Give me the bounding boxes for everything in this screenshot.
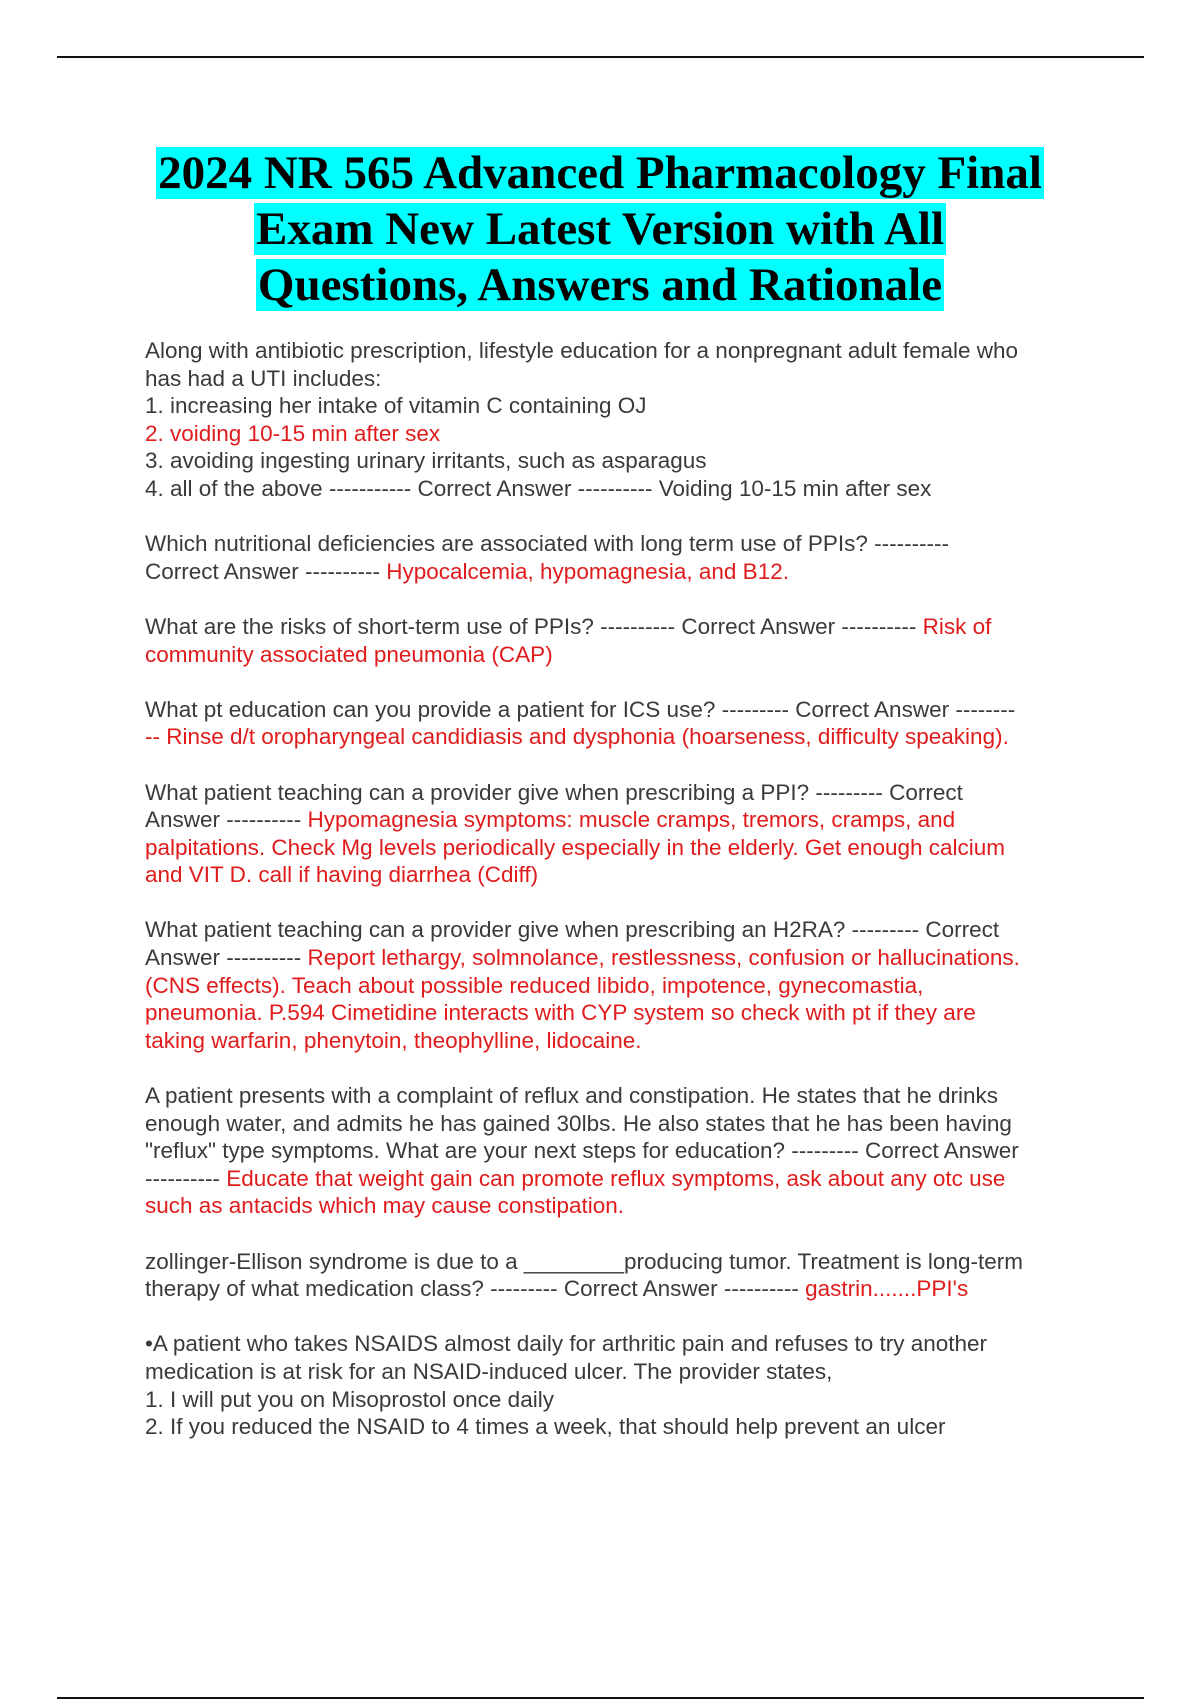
- q6-answer: Report lethargy, solmnolance, restlessness, confusion or hallucinations.: [307, 945, 1020, 971]
- document-body: [145, 337, 1090, 1468]
- q7-answer-prefix: ----------: [145, 1165, 227, 1191]
- title-line-2: Exam New Latest Version with All: [255, 203, 945, 255]
- q1-line-2: has had a UTI includes:: [145, 365, 382, 391]
- q3-answer-cont: community associated pneumonia (CAP): [145, 641, 553, 667]
- q8-line-1: zollinger-Ellison syndrome is due to a ________producing tumor. Treatment is long-term: [145, 1248, 1023, 1274]
- q8-question-cont: therapy of what medication class? --------- Correct Answer ----------: [145, 1276, 806, 1302]
- q9-option-2: 2. If you reduced the NSAID to 4 times a week, that should help prevent an ulcer: [145, 1414, 946, 1440]
- q2-answer-prefix: Correct Answer ----------: [145, 558, 387, 584]
- q2-line-1: Which nutritional deficiencies are associated with long term use of PPIs? ----------: [145, 531, 950, 557]
- q5-answer-prefix: Answer ----------: [145, 807, 308, 833]
- q6-answer-line-5: taking warfarin, phenytoin, theophylline, lidocaine.: [145, 1027, 642, 1053]
- question-3: [145, 613, 1090, 668]
- q3-answer-start: Risk of: [922, 613, 992, 639]
- q5-line-1: What patient teaching can a provider give when prescribing a PPI? --------- Correct: [145, 779, 963, 805]
- q2-line-2: [145, 558, 1090, 586]
- q5-line-2: [145, 806, 1090, 834]
- q7-line-4: [145, 1165, 1090, 1193]
- q5-answer: Hypomagnesia symptoms: muscle cramps, tremors, cramps, and: [307, 807, 956, 833]
- q7-line-2: enough water, and admits he has gained 30lbs. He also states that he has been having: [145, 1110, 1012, 1136]
- q7-line-3: "reflux" type symptoms. What are your next steps for education? --------- Correct Answer: [145, 1138, 1019, 1164]
- top-rule: [57, 56, 1144, 58]
- document-title: [0, 145, 1200, 313]
- q7-line-1: A patient presents with a complaint of reflux and constipation. He states that he drinks: [145, 1083, 998, 1109]
- q4-line-1: What pt education can you provide a patient for ICS use? --------- Correct Answer --------: [145, 696, 1016, 722]
- q1-option-3: 3. avoiding ingesting urinary irritants, such as asparagus: [145, 448, 707, 474]
- q1-line-1: Along with antibiotic prescription, lifestyle education for a nonpregnant adult female who: [145, 338, 1019, 363]
- question-6: [145, 916, 1090, 1054]
- question-9: [145, 1330, 1090, 1440]
- q1-option-2-highlighted: 2. voiding 10-15 min after sex: [145, 420, 441, 446]
- q9-line-2: medication is at risk for an NSAID-induced ulcer. The provider states,: [145, 1358, 833, 1384]
- q7-answer: Educate that weight gain can promote reflux symptoms, ask about any otc use: [226, 1165, 1006, 1191]
- q6-line-2: [145, 944, 1090, 972]
- q3-line-1: [145, 613, 1090, 641]
- q5-answer-line-4: and VIT D. call if having diarrhea (Cdiff): [145, 862, 539, 888]
- question-4: [145, 696, 1090, 751]
- title-line-1: 2024 NR 565 Advanced Pharmacology Final: [158, 147, 1042, 199]
- q6-answer-line-3: (CNS effects). Teach about possible reduced libido, impotence, gynecomastia,: [145, 972, 924, 998]
- q6-answer-line-4: pneumonia. P.594 Cimetidine interacts with CYP system so check with pt if they are: [145, 1000, 976, 1026]
- question-1: [145, 337, 1090, 503]
- q5-answer-line-3: palpitations. Check Mg levels periodically especially in the elderly. Get enough calcium: [145, 834, 1006, 860]
- q4-answer: -- Rinse d/t oropharyngeal candidiasis and dysphonia (hoarseness, difficulty speaking).: [145, 724, 1009, 750]
- bottom-rule: [57, 1697, 1144, 1699]
- question-8: [145, 1248, 1090, 1303]
- question-2: [145, 530, 1090, 585]
- q1-option-4-answer: 4. all of the above ----------- Correct Answer ---------- Voiding 10-15 min after sex: [145, 475, 932, 501]
- q8-answer: gastrin.......PPI's: [805, 1276, 969, 1302]
- title-line-3: Questions, Answers and Rationale: [257, 259, 943, 311]
- q6-answer-prefix: Answer ----------: [145, 945, 308, 971]
- q3-question: What are the risks of short-term use of PPIs? ---------- Correct Answer ----------: [145, 613, 923, 639]
- q2-answer: Hypocalcemia, hypomagnesia, and B12.: [386, 558, 789, 584]
- q6-line-1: What patient teaching can a provider give when prescribing an H2RA? --------- Correct: [145, 917, 1000, 943]
- q7-answer-line-5: such as antacids which may cause constipation.: [145, 1193, 625, 1219]
- q9-line-1: •A patient who takes NSAIDS almost daily for arthritic pain and refuses to try another: [145, 1331, 988, 1357]
- question-7: [145, 1082, 1090, 1220]
- q9-option-1: 1. I will put you on Misoprostol once daily: [145, 1386, 554, 1412]
- q8-line-2: [145, 1275, 1090, 1303]
- question-5: [145, 779, 1090, 889]
- q1-option-1: 1. increasing her intake of vitamin C containing OJ: [145, 393, 647, 419]
